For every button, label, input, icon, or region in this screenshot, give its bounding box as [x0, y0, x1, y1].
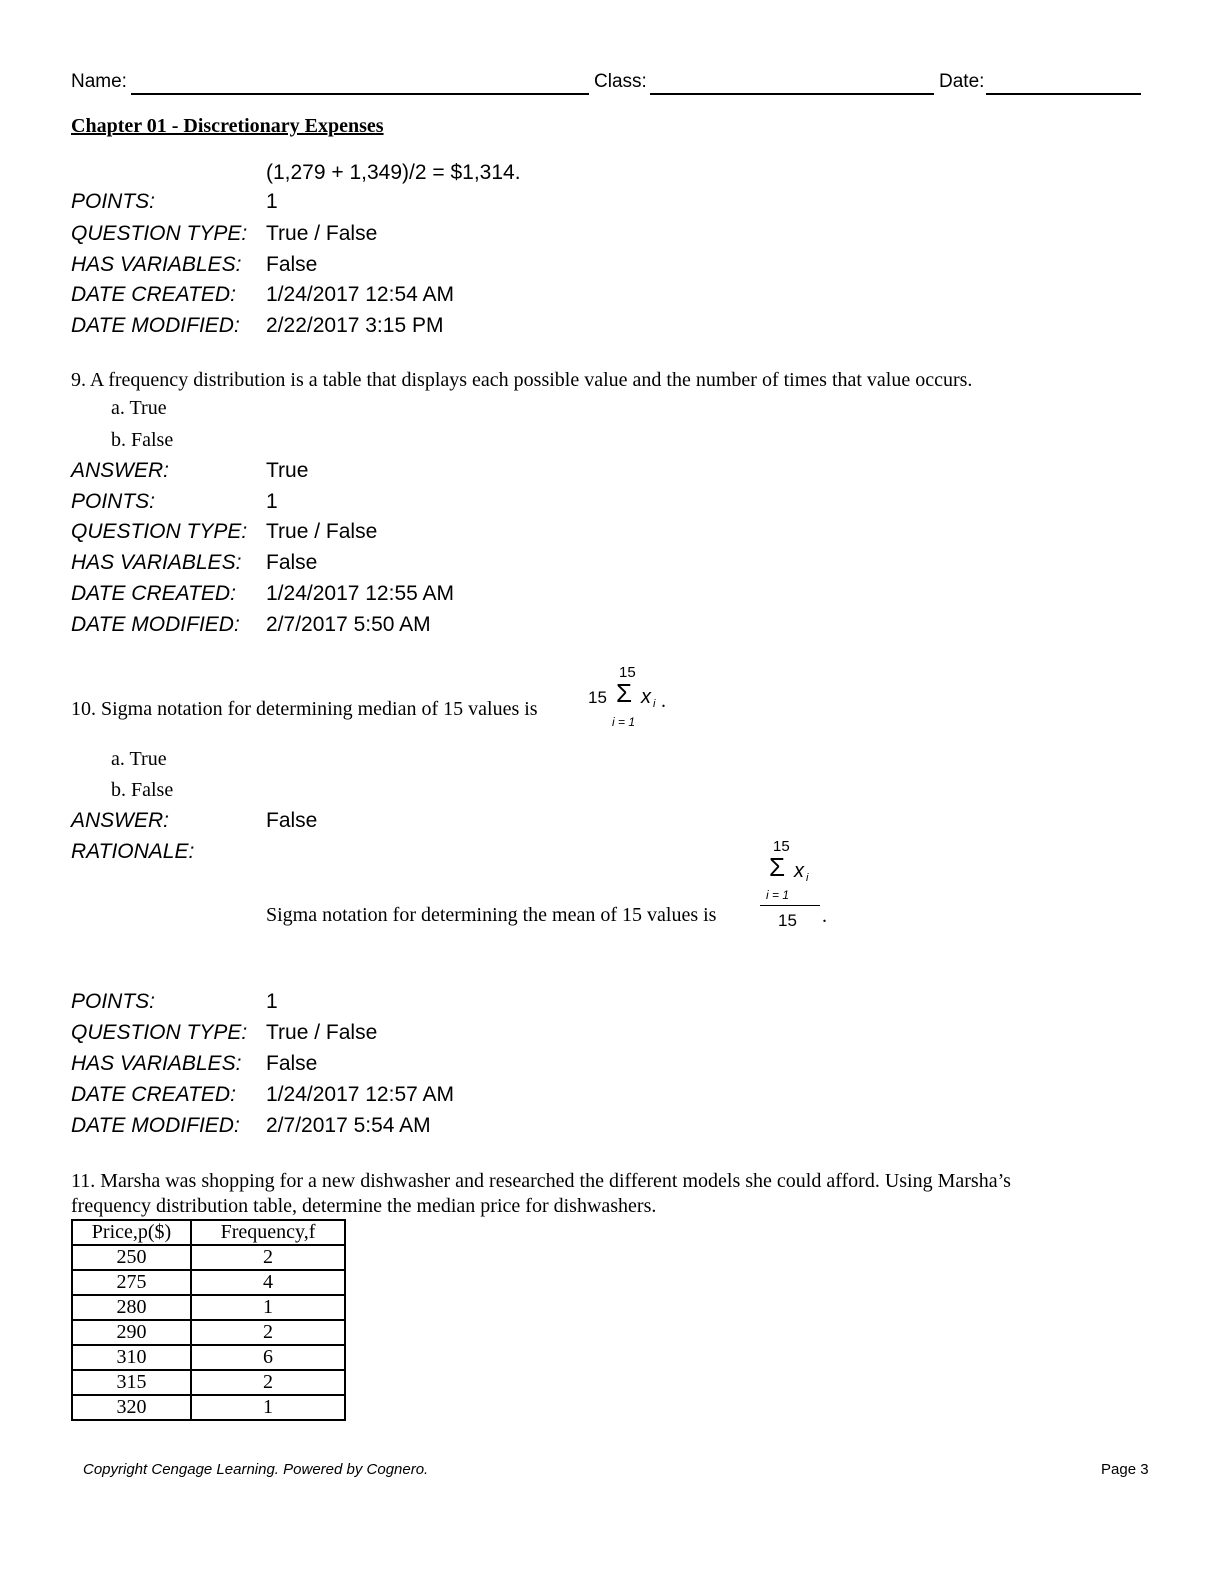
sigma-formula-median — [585, 664, 675, 734]
formula-period: . — [661, 690, 666, 712]
sigma-lower: i = 1 — [766, 888, 790, 902]
sigma-subscript: i — [653, 698, 656, 710]
formula-period: . — [822, 905, 827, 927]
meta-key: POINTS: — [71, 990, 156, 1013]
table-header-row — [72, 1220, 345, 1245]
table-cell: 320 — [72, 1395, 191, 1420]
table-cell: 315 — [72, 1370, 191, 1395]
question-11-text-line1: 11. Marsha was shopping for a new dishwasher and researched the different models she could afford. Using Marsha’s — [71, 1170, 1011, 1192]
carryover-rationale: (1,279 + 1,349)/2 = $1,314. — [266, 161, 521, 184]
question-9-text: 9. A frequency distribution is a table that displays each possible value and the number of times that value occurs. — [71, 369, 973, 391]
table-row — [72, 1345, 345, 1370]
meta-value: 1 — [266, 190, 278, 213]
answer-value: False — [266, 809, 318, 832]
table-cell: 280 — [72, 1295, 191, 1320]
meta-key: QUESTION TYPE: — [71, 222, 248, 245]
name-label: Name: — [71, 71, 127, 92]
table-row — [72, 1245, 345, 1270]
fraction-bar — [760, 905, 820, 906]
meta-value: 2/22/2017 3:15 PM — [266, 314, 444, 337]
meta-key: ANSWER: — [71, 459, 170, 482]
meta-key: QUESTION TYPE: — [71, 1021, 248, 1044]
meta-key: POINTS: — [71, 490, 156, 513]
table-cell: 275 — [72, 1270, 191, 1295]
meta-key: DATE MODIFIED: — [71, 314, 240, 337]
meta-value: 1/24/2017 12:55 AM — [266, 582, 454, 605]
sigma-coefficient: 15 — [588, 688, 607, 707]
rationale-text: Sigma notation for determining the mean of 15 values is — [266, 904, 717, 926]
meta-value: 1 — [266, 990, 278, 1013]
date-line — [986, 93, 1141, 95]
table-header-price: Price,p($) — [72, 1220, 191, 1245]
meta-key: DATE MODIFIED: — [71, 1114, 240, 1137]
class-line — [650, 93, 934, 95]
meta-key: HAS VARIABLES: — [71, 551, 242, 574]
fraction-denominator: 15 — [778, 911, 797, 930]
sigma-variable: x — [794, 860, 804, 882]
sigma-icon: Σ — [616, 678, 633, 708]
name-line — [131, 93, 589, 95]
meta-value: True — [266, 459, 309, 482]
sigma-icon: Σ — [769, 852, 786, 882]
footer-copyright: Copyright Cengage Learning. Powered by Cognero. — [83, 1461, 429, 1478]
sigma-upper: 15 — [773, 838, 790, 855]
q9-option-b: b. False — [111, 429, 174, 451]
meta-value: True / False — [266, 1021, 378, 1044]
chapter-title: Chapter 01 - Discretionary Expenses — [71, 115, 384, 137]
question-10-text: 10. Sigma notation for determining median of 15 values is — [71, 698, 538, 720]
meta-value: 1/24/2017 12:57 AM — [266, 1083, 454, 1106]
meta-value: False — [266, 253, 318, 276]
meta-value: 2/7/2017 5:50 AM — [266, 613, 431, 636]
table-cell: 2 — [191, 1370, 345, 1395]
table-cell: 2 — [191, 1320, 345, 1345]
table-row — [72, 1270, 345, 1295]
meta-key: POINTS: — [71, 190, 156, 213]
q10-option-b: b. False — [111, 779, 174, 801]
meta-value: False — [266, 1052, 318, 1075]
frequency-table — [71, 1219, 346, 1421]
answer-key: ANSWER: — [71, 809, 170, 832]
sigma-upper: 15 — [619, 664, 636, 681]
table-header-frequency: Frequency,f — [191, 1220, 345, 1245]
meta-key: DATE CREATED: — [71, 582, 236, 605]
q9-option-a: a. True — [111, 397, 167, 419]
meta-value: True / False — [266, 222, 378, 245]
sigma-lower: i = 1 — [612, 715, 636, 729]
sigma-formula-mean — [758, 838, 838, 938]
meta-key: QUESTION TYPE: — [71, 520, 248, 543]
question-11-text-line2: frequency distribution table, determine the median price for dishwashers. — [71, 1195, 657, 1217]
meta-value: 1/24/2017 12:54 AM — [266, 283, 454, 306]
table-row — [72, 1295, 345, 1320]
table-cell: 310 — [72, 1345, 191, 1370]
meta-value: False — [266, 551, 318, 574]
class-label: Class: — [594, 71, 647, 92]
date-label: Date: — [939, 71, 985, 92]
table-row — [72, 1395, 345, 1420]
table-cell: 2 — [191, 1245, 345, 1270]
table-cell: 290 — [72, 1320, 191, 1345]
table-cell: 1 — [191, 1395, 345, 1420]
meta-key: DATE CREATED: — [71, 283, 236, 306]
table-row — [72, 1320, 345, 1345]
sigma-subscript: i — [806, 872, 809, 884]
meta-key: HAS VARIABLES: — [71, 1052, 242, 1075]
table-row — [72, 1370, 345, 1395]
meta-value: 1 — [266, 490, 278, 513]
meta-key: HAS VARIABLES: — [71, 253, 242, 276]
table-cell: 4 — [191, 1270, 345, 1295]
sigma-variable: x — [641, 686, 651, 708]
table-cell: 1 — [191, 1295, 345, 1320]
rationale-key: RATIONALE: — [71, 840, 195, 863]
meta-value: True / False — [266, 520, 378, 543]
meta-key: DATE MODIFIED: — [71, 613, 240, 636]
meta-value: 2/7/2017 5:54 AM — [266, 1114, 431, 1137]
table-cell: 6 — [191, 1345, 345, 1370]
table-cell: 250 — [72, 1245, 191, 1270]
meta-key: DATE CREATED: — [71, 1083, 236, 1106]
footer-page-number: Page 3 — [1101, 1461, 1149, 1478]
q10-option-a: a. True — [111, 748, 167, 770]
